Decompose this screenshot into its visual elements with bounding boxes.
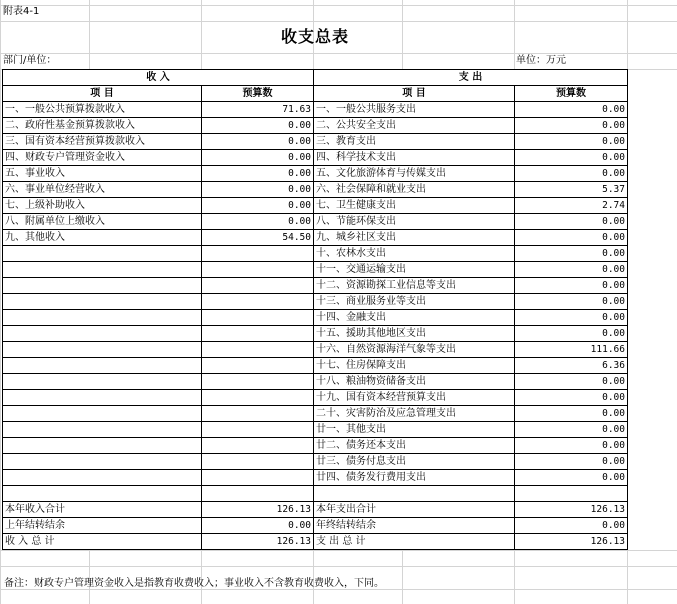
table-row: [3, 390, 628, 406]
income-item-cell: [3, 438, 202, 454]
expense-item-cell: 十一、交通运输支出: [314, 262, 515, 278]
expense-item-cell: 十八、粮油物资储备支出: [314, 374, 515, 390]
expense-item-cell: 十、农林水支出: [314, 246, 515, 262]
income-item-cell: [3, 310, 202, 326]
expense-value-cell: 0.00: [515, 438, 628, 454]
income-value-cell: [202, 278, 314, 294]
expense-section-header: 支 出: [314, 70, 628, 86]
expense-value-cell: 0.00: [515, 518, 628, 534]
income-item-cell: 三、国有资本经营预算拨款收入: [3, 134, 202, 150]
income-value-cell: 71.63: [202, 102, 314, 118]
income-item-cell: 上年结转结余: [3, 518, 202, 534]
table-row: [3, 422, 628, 438]
income-item-cell: [3, 390, 202, 406]
income-item-cell: [3, 470, 202, 486]
expense-item-cell: 廿四、债务发行费用支出: [314, 470, 515, 486]
income-budget-header: 预算数: [202, 86, 314, 102]
total-row: [3, 518, 628, 534]
expense-item-cell: 五、文化旅游体育与传媒支出: [314, 166, 515, 182]
unit-label: 单位：万元: [516, 55, 566, 66]
table-row: [3, 198, 628, 214]
expense-item-cell: 十四、金融支出: [314, 310, 515, 326]
income-value-cell: [202, 422, 314, 438]
table-row: [3, 166, 628, 182]
section-header-row: [3, 70, 628, 86]
table-row: [3, 374, 628, 390]
sheet-label: 附表4-1: [3, 6, 40, 17]
expense-item-cell: 三、教育支出: [314, 134, 515, 150]
income-item-cell: [3, 406, 202, 422]
expense-item-cell: 廿三、债务付息支出: [314, 454, 515, 470]
expense-item-cell: 廿一、其他支出: [314, 422, 515, 438]
table-row: [3, 406, 628, 422]
column-header-row: [3, 86, 628, 102]
income-item-cell: 四、财政专户管理资金收入: [3, 150, 202, 166]
expense-item-cell: 十六、自然资源海洋气象等支出: [314, 342, 515, 358]
expense-item-cell: 十二、资源勘探工业信息等支出: [314, 278, 515, 294]
expense-item-cell: 八、节能环保支出: [314, 214, 515, 230]
income-value-cell: [202, 438, 314, 454]
expense-item-cell: 年终结转结余: [314, 518, 515, 534]
income-item-cell: [3, 326, 202, 342]
expense-item-cell: 十三、商业服务业等支出: [314, 294, 515, 310]
expense-value-cell: 0.00: [515, 390, 628, 406]
total-row: [3, 534, 628, 550]
table-row: [3, 438, 628, 454]
expense-item-cell: [314, 486, 515, 502]
expense-value-cell: 0.00: [515, 166, 628, 182]
expense-value-cell: 2.74: [515, 198, 628, 214]
income-value-cell: [202, 246, 314, 262]
expense-value-cell: 5.37: [515, 182, 628, 198]
income-item-cell: [3, 342, 202, 358]
table-row: [3, 230, 628, 246]
table-row: [3, 246, 628, 262]
expense-value-cell: 0.00: [515, 214, 628, 230]
income-item-cell: [3, 358, 202, 374]
income-value-cell: [202, 326, 314, 342]
expense-value-cell: 0.00: [515, 278, 628, 294]
table-row: [3, 214, 628, 230]
table-row: [3, 134, 628, 150]
income-value-cell: 126.13: [202, 502, 314, 518]
income-value-cell: 126.13: [202, 534, 314, 550]
income-item-cell: [3, 374, 202, 390]
expense-item-cell: 四、科学技术支出: [314, 150, 515, 166]
income-value-cell: 0.00: [202, 134, 314, 150]
income-value-cell: 0.00: [202, 118, 314, 134]
income-item-cell: [3, 454, 202, 470]
table-row: [3, 342, 628, 358]
income-item-cell: 七、上级补助收入: [3, 198, 202, 214]
expense-value-cell: 0.00: [515, 374, 628, 390]
income-item-cell: [3, 294, 202, 310]
income-item-cell: 八、附属单位上缴收入: [3, 214, 202, 230]
income-item-cell: 收 入 总 计: [3, 534, 202, 550]
expense-item-cell: 本年支出合计: [314, 502, 515, 518]
table-row: [3, 118, 628, 134]
table-row: [3, 262, 628, 278]
income-value-cell: 0.00: [202, 150, 314, 166]
table-row: [3, 182, 628, 198]
expense-item-cell: 廿二、债务还本支出: [314, 438, 515, 454]
income-item-cell: [3, 486, 202, 502]
income-value-cell: [202, 310, 314, 326]
expense-item-cell: 支 出 总 计: [314, 534, 515, 550]
budget-summary-table: [2, 69, 628, 550]
expense-value-cell: 0.00: [515, 454, 628, 470]
expense-budget-header: 预算数: [515, 86, 628, 102]
expense-value-cell: 0.00: [515, 262, 628, 278]
expense-value-cell: 0.00: [515, 150, 628, 166]
table-row: [3, 470, 628, 486]
expense-item-cell: 九、城乡社区支出: [314, 230, 515, 246]
income-value-cell: 54.50: [202, 230, 314, 246]
income-item-cell: 九、其他收入: [3, 230, 202, 246]
income-value-cell: [202, 454, 314, 470]
income-value-cell: [202, 470, 314, 486]
income-item-cell: 六、事业单位经营收入: [3, 182, 202, 198]
income-item-header: 项 目: [3, 86, 202, 102]
expense-value-cell: 6.36: [515, 358, 628, 374]
income-value-cell: [202, 486, 314, 502]
expense-item-cell: 二十、灾害防治及应急管理支出: [314, 406, 515, 422]
income-value-cell: [202, 406, 314, 422]
table-row: [3, 294, 628, 310]
expense-item-cell: 一、一般公共服务支出: [314, 102, 515, 118]
table-row: [3, 358, 628, 374]
expense-value-cell: 0.00: [515, 406, 628, 422]
expense-item-cell: 十九、国有资本经营预算支出: [314, 390, 515, 406]
expense-value-cell: 0.00: [515, 294, 628, 310]
income-value-cell: [202, 390, 314, 406]
income-value-cell: 0.00: [202, 182, 314, 198]
income-value-cell: [202, 294, 314, 310]
table-row: [3, 278, 628, 294]
expense-value-cell: 0.00: [515, 102, 628, 118]
income-item-cell: [3, 422, 202, 438]
income-item-cell: 五、事业收入: [3, 166, 202, 182]
table-row: [3, 454, 628, 470]
income-value-cell: 0.00: [202, 198, 314, 214]
table-row: [3, 326, 628, 342]
income-section-header: 收 入: [3, 70, 314, 86]
expense-value-cell: 0.00: [515, 470, 628, 486]
table-row: [3, 486, 628, 502]
expense-value-cell: 126.13: [515, 502, 628, 518]
expense-value-cell: 126.13: [515, 534, 628, 550]
expense-item-cell: 六、社会保障和就业支出: [314, 182, 515, 198]
expense-item-cell: 七、卫生健康支出: [314, 198, 515, 214]
income-item-cell: 二、政府性基金预算拨款收入: [3, 118, 202, 134]
expense-item-cell: 十五、援助其他地区支出: [314, 326, 515, 342]
income-item-cell: 本年收入合计: [3, 502, 202, 518]
income-value-cell: [202, 342, 314, 358]
department-label: 部门/单位：: [3, 55, 57, 66]
expense-value-cell: 0.00: [515, 310, 628, 326]
total-row: [3, 502, 628, 518]
expense-value-cell: 0.00: [515, 246, 628, 262]
expense-item-header: 项 目: [314, 86, 515, 102]
expense-value-cell: 111.66: [515, 342, 628, 358]
expense-value-cell: 0.00: [515, 422, 628, 438]
table-row: [3, 102, 628, 118]
income-value-cell: 0.00: [202, 166, 314, 182]
income-value-cell: 0.00: [202, 518, 314, 534]
income-item-cell: [3, 246, 202, 262]
expense-value-cell: 0.00: [515, 118, 628, 134]
table-row: [3, 150, 628, 166]
footnote: 备注：财政专户管理资金收入是指教育收费收入；事业收入不含教育收费收入，下同。: [4, 578, 384, 589]
income-item-cell: [3, 278, 202, 294]
income-item-cell: [3, 262, 202, 278]
expense-value-cell: 0.00: [515, 134, 628, 150]
expense-value-cell: [515, 486, 628, 502]
expense-item-cell: 十七、住房保障支出: [314, 358, 515, 374]
income-item-cell: 一、一般公共预算拨款收入: [3, 102, 202, 118]
page-title: 收支总表: [280, 27, 349, 46]
income-value-cell: [202, 358, 314, 374]
expense-value-cell: 0.00: [515, 230, 628, 246]
income-value-cell: [202, 262, 314, 278]
income-value-cell: [202, 374, 314, 390]
income-value-cell: 0.00: [202, 214, 314, 230]
expense-value-cell: 0.00: [515, 326, 628, 342]
table-row: [3, 310, 628, 326]
expense-item-cell: 二、公共安全支出: [314, 118, 515, 134]
